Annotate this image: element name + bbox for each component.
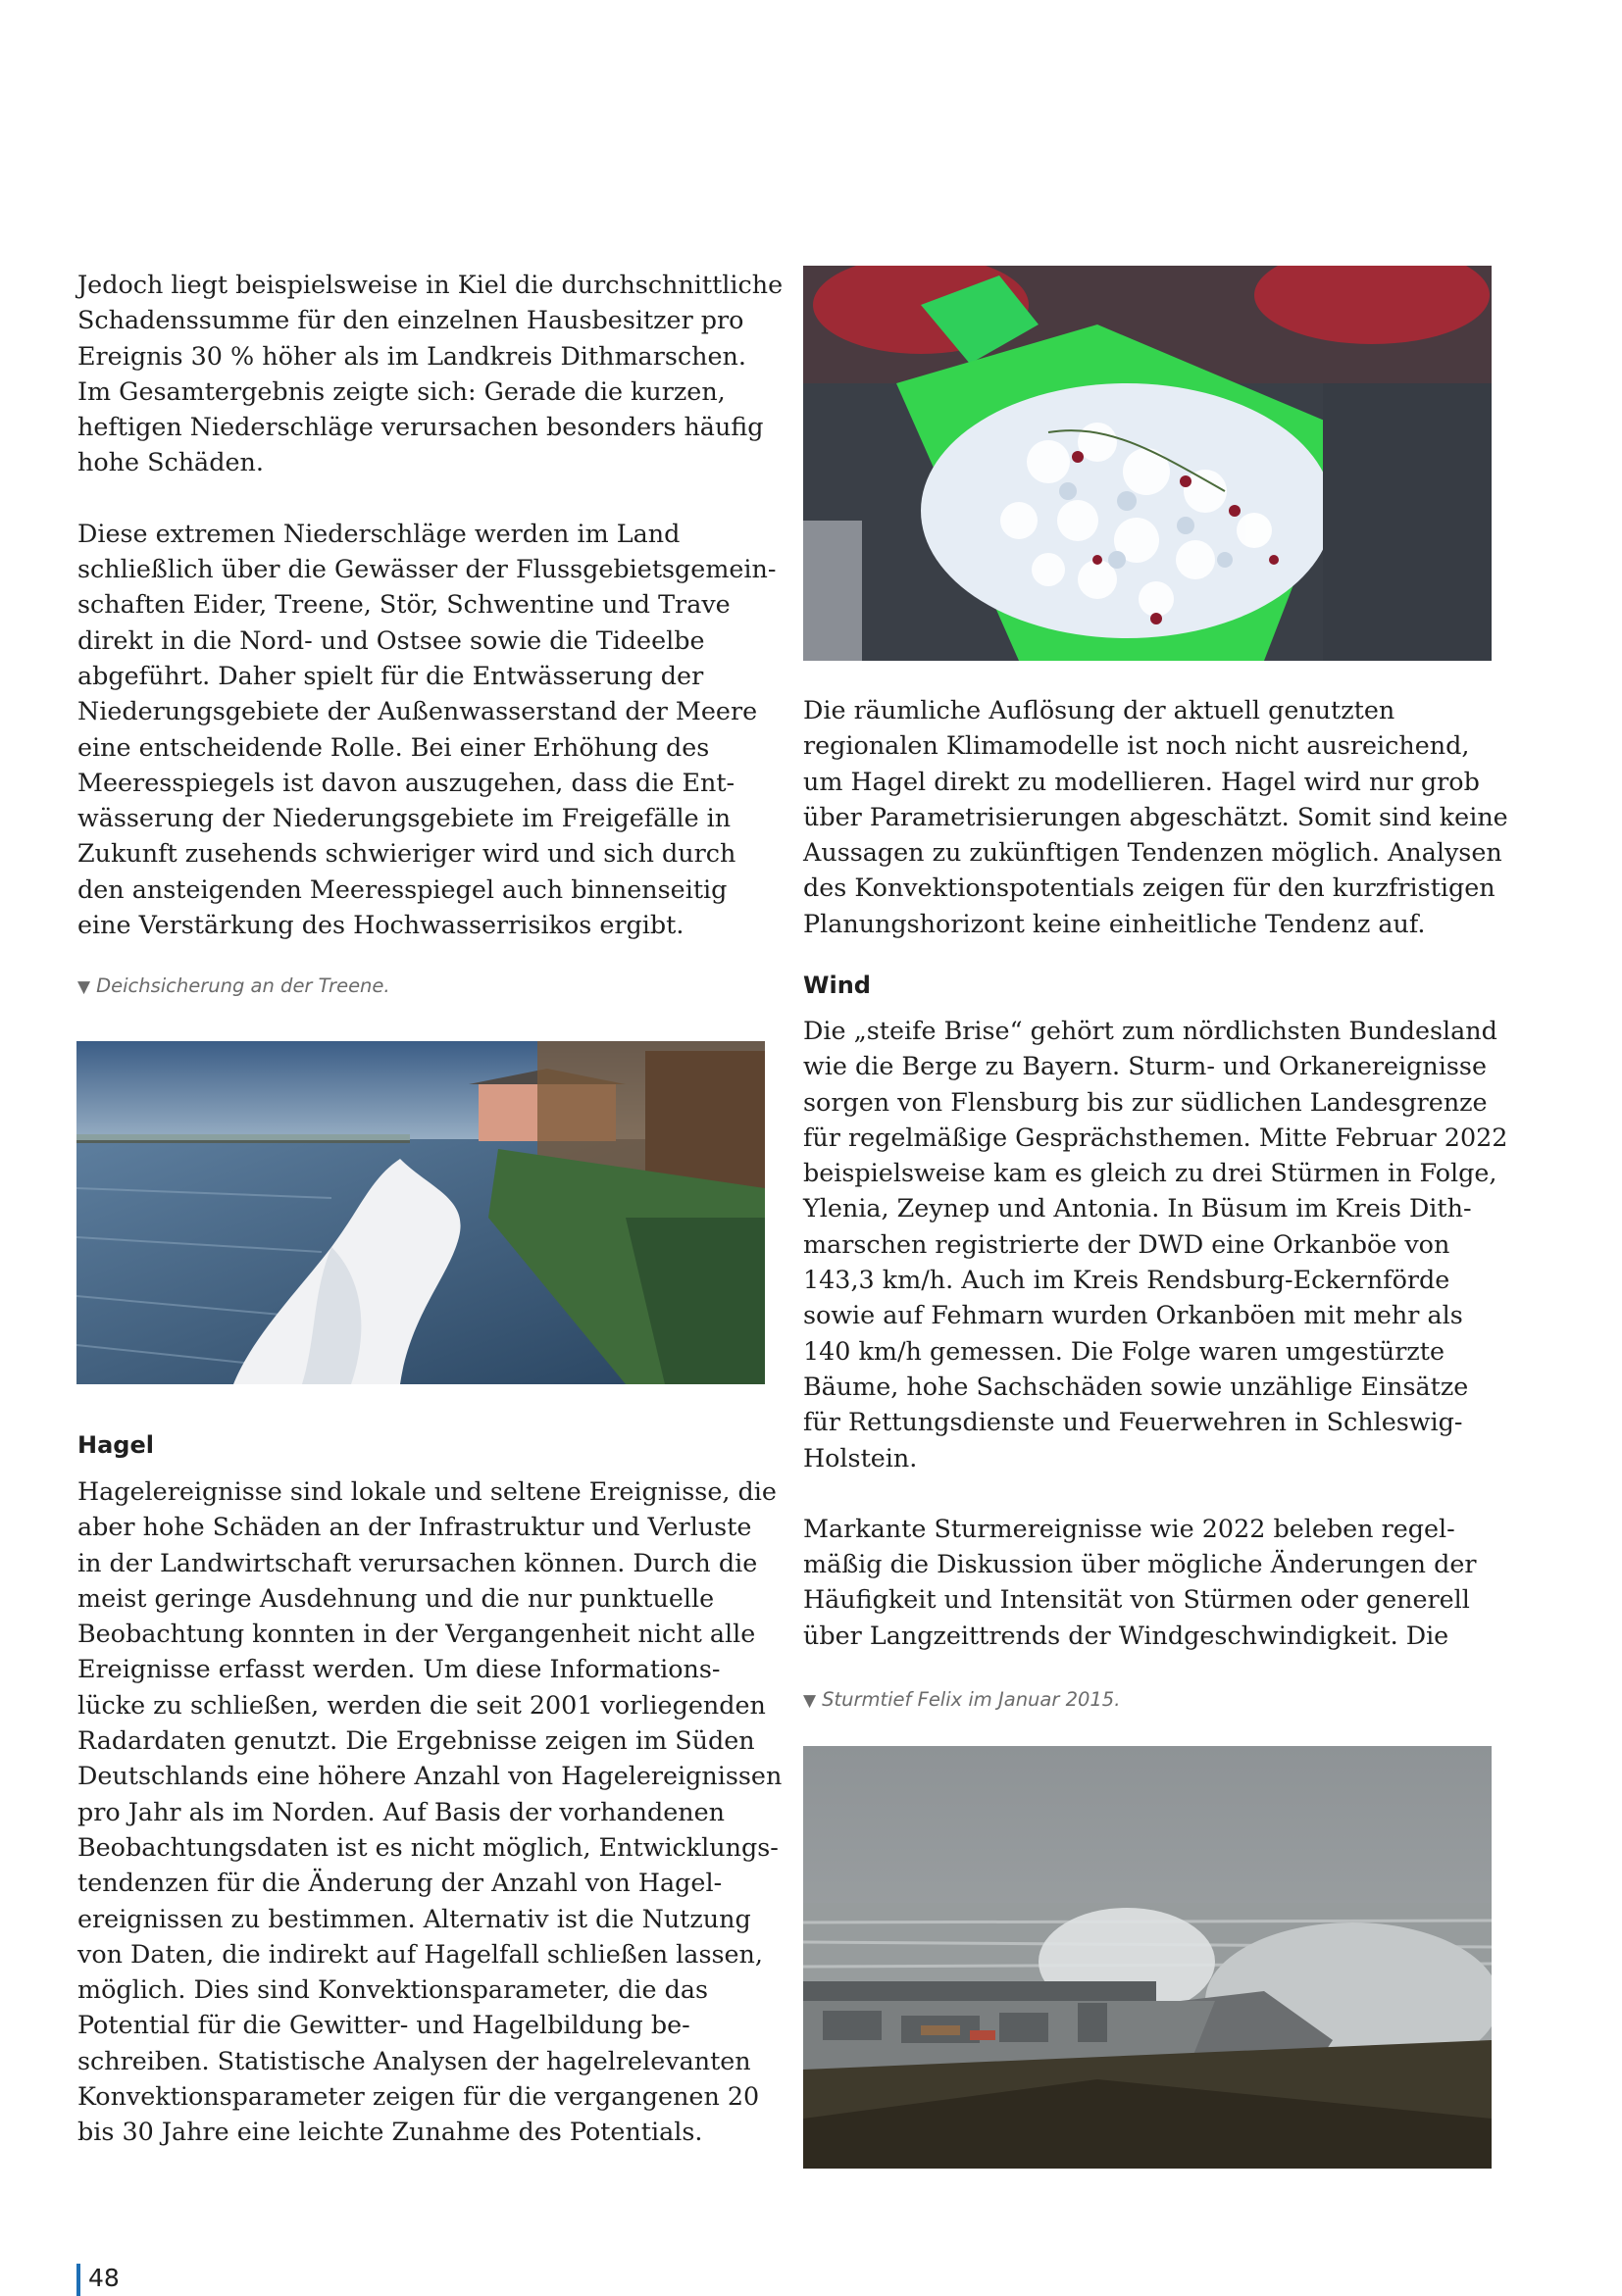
photo-storm-surge bbox=[803, 1746, 1492, 2169]
photo-hailstones bbox=[803, 266, 1492, 661]
caption-dike-text: Deichsicherung an der Treene. bbox=[96, 974, 390, 997]
caption-dike bbox=[77, 973, 390, 1000]
page-number: 48 bbox=[76, 2264, 120, 2296]
photo-dike-sandbags bbox=[76, 1041, 765, 1384]
left-column-hagel bbox=[77, 1473, 784, 2150]
caption-storm-text: Sturmtief Felix im Januar 2015. bbox=[822, 1688, 1121, 1711]
caption-storm bbox=[803, 1687, 1120, 1714]
paragraph-drainage: Diese extremen Niederschläge werden im Land schließlich über die Gewässer der Flussgebietsgemein- schaften Eider, Treene, Stör, Schwentine und Trave direkt in die Nord- und Ostsee sowie die Tideelbe abgeführt. Daher spielt für die Entwässerung der Niederungsgebiete der Außenwasserstand der Meere eine entscheidende Rolle. Bei einer Erhöhung des Meeresspiegels ist davon auszugehen, dass die Ent- wässerung der Niederungsgebiete im Freigefälle in Zukunft zusehends schwieriger wird und sich durch den ansteigenden Meeresspiegel auch binnenseitig eine Verstärkung des Hochwasserrisikos ergibt. bbox=[77, 518, 777, 940]
heading-hagel: Hagel bbox=[77, 1431, 154, 1459]
paragraph-hagel-continued: Die räumliche Auflösung der aktuell genutzten regionalen Klimamodelle ist noch nicht ausreichend, um Hagel direkt zu modellieren. Hagel wird nur grob über Parametrisierungen abgeschätzt. Somit sind keine Aussagen zu zukünftigen Tendenzen möglich. Analysen des Konvektionspotentials zeigen für den kurzfristigen Planungshorizont keine einheitliche Tendenz auf. bbox=[803, 695, 1508, 938]
paragraph-wind-2: Markante Sturmereignisse wie 2022 beleben regel- mäßig die Diskussion über mögliche Änderungen der Häufigkeit und Intensität von Stürmen oder generell über Langzeittrends der Windgeschwindigkeit. Die bbox=[803, 1513, 1477, 1650]
right-column-hagel-cont bbox=[803, 692, 1509, 941]
paragraph-hagel: Hagelereignisse sind lokale und seltene Ereignisse, die aber hohe Schäden an der Infrastruktur und Verluste in der Landwirtschaft verursachen können. Durch die meist geringe Ausdehnung und die nur punktuelle Beobachtung konnten in der Vergangenheit nicht alle Ereignisse erfasst werden. Um diese Informations- lücke zu schließen, werden die seit 2001 vorliegenden Radardaten genutzt. Die Ergebnisse zeigen im Süden Deutschlands eine höhere Anzahl von Hagelereignissen pro Jahr als im Norden. Auf Basis der vorhandenen Beobachtungsdaten ist es nicht möglich, Entwicklungs- tendenzen für die Änderung der Anzahl von Hagel- ereignissen zu bestimmen. Alternativ ist die Nutzung von Daten, die indirekt auf Hagelfall schließen lassen, möglich. Dies sind Konvektionsparameter, die das Potential für die Gewitter- und Hagelbildung be- schreiben. Statistische Analysen der hagelrelevanten Konvektionsparameter zeigen für die vergangenen 20 bis 30 Jahre eine leichte Zunahme des Potentials. bbox=[77, 1476, 783, 2147]
right-column-wind bbox=[803, 1013, 1509, 1653]
paragraph-wind-1: Die „steife Brise“ gehört zum nördlichsten Bundesland wie die Berge zu Bayern. Sturm- und Orkanereignisse sorgen von Flensburg bis zur südlichen Landesgrenze für regelmäßige Gesprächsthemen. Mitte Februar 2022 beispielsweise kam es gleich zu drei Stürmen in Folge, Ylenia, Zeynep und Antonia. In Büsum im Kreis Dith- marschen registrierte der DWD eine Orkanböe von 143,3 km/h. Auch im Kreis Rendsburg-Eckernförde sowie auf Fehmarn wurden Orkanböen mit mehr als 140 km/h gemessen. Die Folge waren umgestürzte Bäume, hohe Sachschäden sowie unzählige Einsätze für Rettungsdienste und Feuerwehren in Schleswig- Holstein. bbox=[803, 1016, 1508, 1472]
heading-wind: Wind bbox=[803, 972, 871, 999]
caption-marker-icon: ▼ bbox=[77, 977, 91, 997]
paragraph-damage-sum: Jedoch liegt beispielsweise in Kiel die durchschnittliche Schadenssumme für den einzelnen Hausbesitzer pro Ereignis 30 % höher als im Landkreis Dithmarschen. Im Gesamtergebnis zeigte sich: Gerade die kurzen, heftigen Niederschläge verursachen besonders häufig hohe Schäden. bbox=[77, 270, 784, 477]
caption-marker-icon: ▼ bbox=[803, 1691, 817, 1711]
left-column-top bbox=[77, 267, 784, 942]
